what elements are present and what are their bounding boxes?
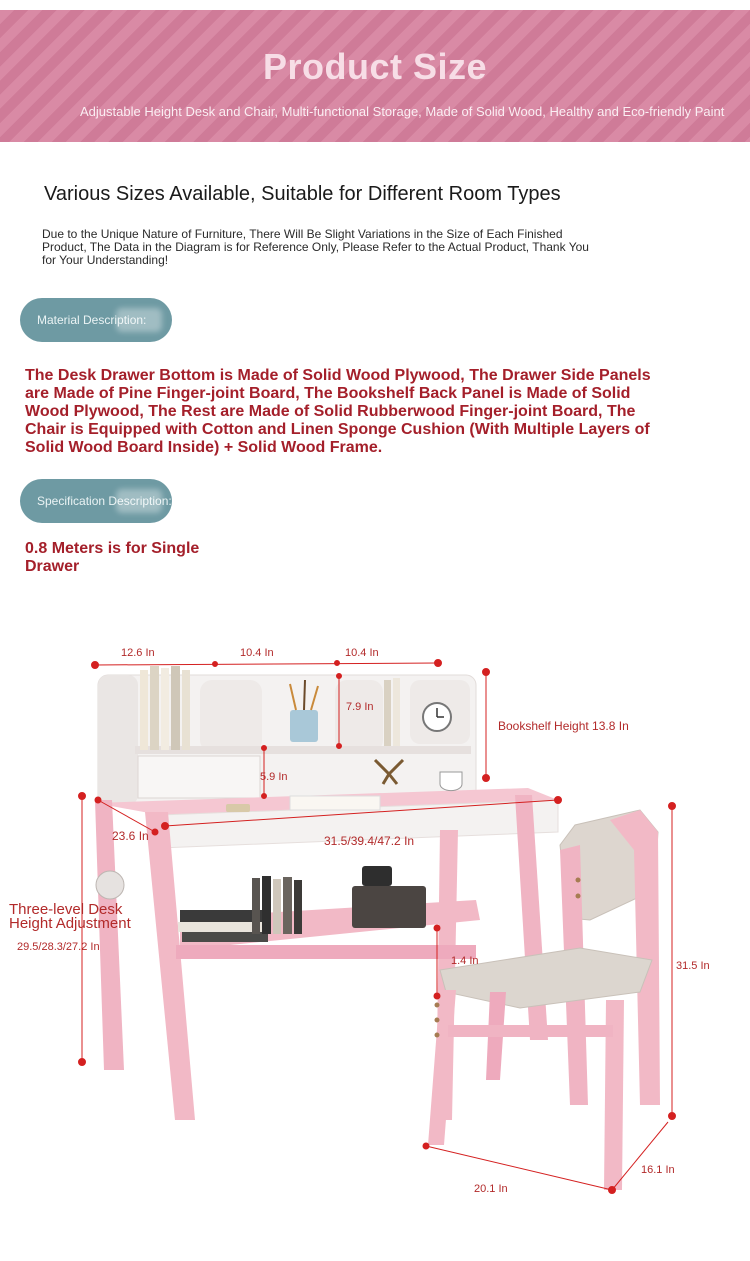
label-desk-depth: 23.6 In	[112, 829, 149, 843]
open-book	[290, 796, 380, 810]
hutch-drawer	[138, 756, 260, 798]
specification-description-label: Specification Description:	[37, 494, 172, 508]
section-heading: Various Sizes Available, Suitable for Different Room Types	[44, 183, 561, 205]
label-seat-thickness: 1.4 In	[451, 955, 479, 967]
label-shelf-width-left: 12.6 In	[121, 647, 155, 659]
label-shelf-width-right: 10.4 In	[345, 647, 379, 659]
material-description-badge	[20, 298, 172, 342]
label-height-adjust-line2: Height Adjustment	[9, 915, 131, 932]
specification-line-1: 0.8 Meters is for Single	[25, 540, 200, 557]
specification-description-badge	[20, 479, 172, 523]
pencil-cup	[290, 710, 318, 742]
chair-crossbar	[448, 1025, 613, 1037]
desk-leg-front-left	[145, 812, 195, 1120]
lower-crossbar	[176, 945, 476, 959]
label-compartment-height: 7.9 In	[346, 701, 374, 713]
material-description-label: Material Description:	[37, 313, 147, 327]
label-chair-depth: 16.1 In	[641, 1164, 675, 1176]
camera	[362, 866, 392, 886]
headphones-icon	[96, 871, 124, 899]
label-desk-width: 31.5/39.4/47.2 In	[324, 834, 415, 848]
coffee-cup	[440, 772, 462, 791]
specification-line-2: Drawer	[25, 558, 80, 575]
disclaimer-note: Due to the Unique Nature of Furniture, There Will Be Slight Variations in the Size of Each Finished Product, The Data in the Diagram is for Reference Only, Please Refer to the Actual Product, Thank You for Your Understanding!	[42, 227, 589, 267]
header-banner	[0, 10, 750, 142]
label-desk-heights: 29.5/28.3/27.2 In	[17, 941, 100, 953]
hutch-divider-2	[335, 680, 383, 752]
label-chair-width: 20.1 In	[474, 1183, 508, 1195]
storage-box	[352, 886, 426, 928]
label-height-adjust-line1: Three-level Desk	[9, 901, 123, 918]
label-drawer-gap: 5.9 In	[260, 771, 288, 783]
chair-illustration	[428, 810, 660, 1190]
specification-description-text	[25, 540, 199, 576]
label-chair-height: 31.5 In	[676, 960, 710, 972]
hutch-divider-1	[200, 680, 262, 752]
material-description-text: The Desk Drawer Bottom is Made of Solid Wood Plywood, The Drawer Side Panels are Made of Pine Finger-joint Board, The Bookshelf Back Panel is Made of Solid Wood Plywood, The Rest are Made of Solid Rubberwood Finger-joint Board, The Chair is Equipped with Cotton and Linen Sponge Cushion (With Multiple Layers of Solid Wood Board Inside) + Solid Wood Frame.	[25, 367, 651, 456]
label-bookshelf-height: Bookshelf Height 13.8 In	[498, 719, 629, 733]
shelf-books	[178, 866, 426, 942]
phone	[226, 804, 250, 812]
desk-chair-diagram	[0, 600, 750, 1220]
label-shelf-width-mid: 10.4 In	[240, 647, 274, 659]
hutch-side-left	[98, 675, 138, 805]
page-title: Product Size	[262, 46, 488, 87]
banner-subtitle: Adjustable Height Desk and Chair, Multi-functional Storage, Made of Solid Wood, Healthy and Eco-friendly Paint	[80, 104, 725, 119]
